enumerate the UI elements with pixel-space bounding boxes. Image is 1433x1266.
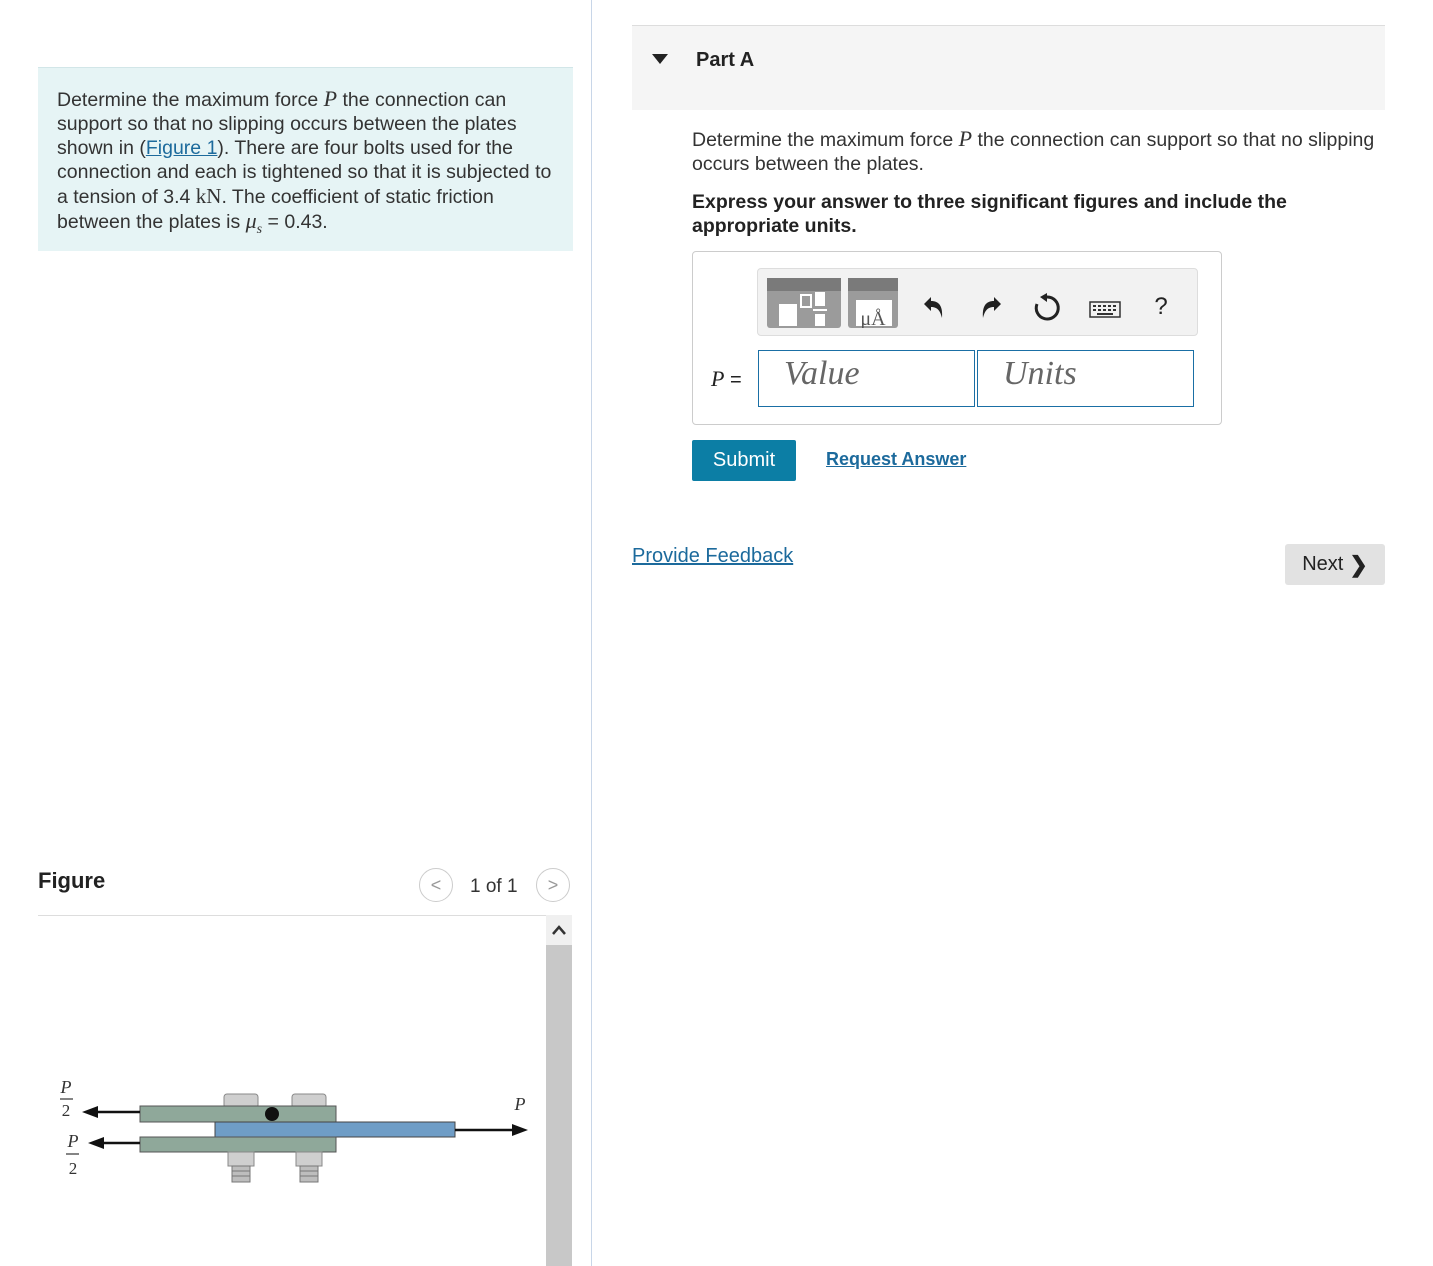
units-input[interactable]: Units [977, 350, 1194, 407]
templates-button[interactable] [767, 278, 841, 328]
undo-icon[interactable] [916, 290, 950, 324]
figure-prev-button[interactable] [419, 868, 453, 902]
next-label: Next [1302, 553, 1344, 575]
svg-text:μÅ: μÅ [860, 308, 886, 328]
help-icon[interactable]: ? [1154, 293, 1168, 320]
templates-icon [767, 278, 841, 328]
p-label: P = [711, 366, 742, 391]
label-p-half-top-num: P [60, 1077, 72, 1097]
keyboard-icon[interactable] [1088, 292, 1122, 326]
caret-down-icon[interactable] [652, 54, 668, 64]
chevron-right-icon: > [547, 874, 559, 895]
figure-title: Figure [38, 868, 106, 893]
chevron-left-icon: < [430, 874, 442, 895]
bolted-connection-figure [52, 1070, 542, 1190]
chevron-right-icon: ❯ [1349, 551, 1368, 577]
redo-icon[interactable] [975, 290, 1009, 324]
part-a-question: Determine the maximum force P the connection can support so that no slipping occurs between the plates. [692, 126, 1375, 175]
figure-next-button[interactable] [536, 868, 570, 902]
part-a-instruction: Express your answer to three significant figures and include the appropriate units. [692, 191, 1287, 237]
figure-divider [38, 915, 546, 916]
column-divider [591, 0, 592, 1266]
value-input[interactable]: Value [758, 350, 975, 407]
figure-counter: 1 of 1 [470, 876, 518, 897]
scroll-up-icon[interactable] [546, 915, 572, 945]
request-answer-link[interactable]: Request Answer [826, 449, 967, 469]
next-button[interactable] [1285, 544, 1385, 585]
label-p-half-bottom-num: P [67, 1131, 79, 1151]
label-p-right: P [514, 1094, 526, 1114]
submit-button[interactable]: Submit [692, 440, 796, 481]
figure-link[interactable]: Figure 1 [145, 137, 218, 159]
problem-statement: Determine the maximum force P the connection can support so that no slipping occurs between the plates shown in (Figure 1). There are four bolts used for the connection and each is tightened so that it is subjected to a tension of 3.4 kN. The coefficient of static friction between the plates is $\mu_s = 0.43$. [57, 86, 552, 237]
reset-icon[interactable] [1030, 291, 1064, 325]
part-a-title: Part A [696, 49, 755, 71]
provide-feedback-link[interactable]: Provide Feedback [632, 545, 794, 567]
units-icon [848, 278, 898, 328]
units-button[interactable] [848, 278, 898, 328]
label-p-half-bottom-den: 2 [68, 1159, 78, 1178]
figure-scrollbar-thumb[interactable] [546, 945, 572, 1266]
label-p-half-top-den: 2 [61, 1101, 71, 1120]
